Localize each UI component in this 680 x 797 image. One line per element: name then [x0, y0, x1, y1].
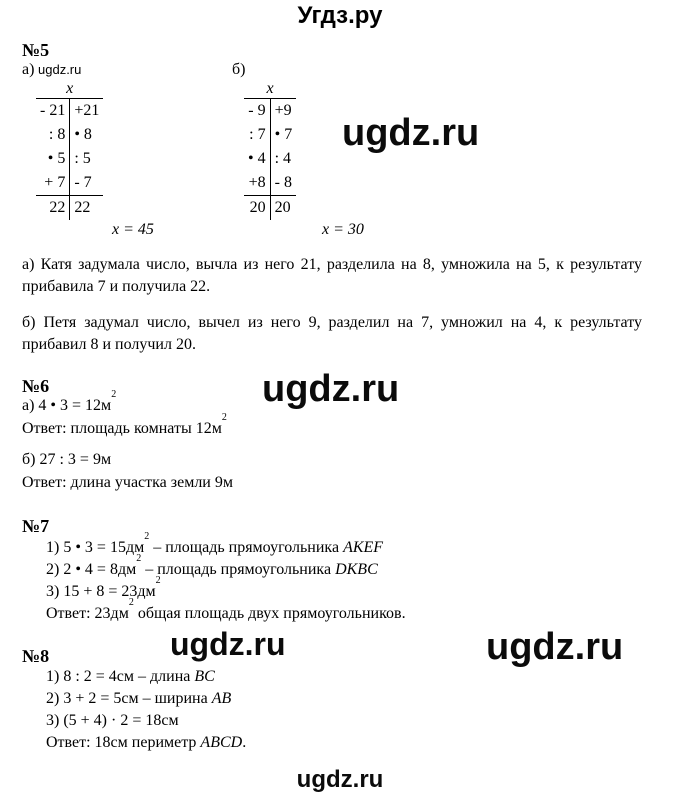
task8-line2	[46, 689, 231, 709]
task8-line4-text: Ответ: 18см периметр	[46, 734, 201, 751]
table-cell: - 8	[274, 174, 292, 191]
watermark: ugdz.ru	[296, 766, 384, 793]
table-cell: 22	[36, 196, 70, 221]
table-cell: • 5	[36, 147, 70, 171]
task6-line2	[22, 412, 227, 439]
task6-number: №6	[22, 376, 50, 396]
watermark: ugdz.ru	[262, 368, 400, 410]
task8-line2-italic: AB	[211, 690, 232, 707]
table-row	[244, 123, 296, 147]
task7-line2-text: 2) 2 • 4 = 8дм	[46, 561, 137, 578]
table-result-row	[244, 196, 296, 221]
table-result-row	[36, 196, 103, 221]
task6-line1-text: а) 4 • 3 = 12м	[22, 397, 112, 414]
task6-line3: б) 27 : 3 = 9м	[22, 451, 112, 468]
task6-line4: Ответ: длина участка земли 9м	[22, 474, 233, 491]
table-cell: - 21	[36, 99, 70, 124]
task5-paragraph-a: а) Катя задумала число, вычла из него 21, разделила на 8, умножила на 5, к результату прибавила 7 и получила 22.	[22, 256, 642, 295]
task8-line1	[46, 667, 215, 687]
table-cell: - 9	[244, 99, 270, 124]
task8-line3: 3) (5 + 4) · 2 = 18см	[46, 712, 179, 729]
task7-line1-italic: AKEF	[343, 539, 384, 556]
table-cell: : 7	[244, 123, 270, 147]
table-cell: • 4	[244, 147, 270, 171]
table-row	[244, 171, 296, 196]
table-row	[244, 99, 296, 124]
table-row	[36, 147, 103, 171]
task8-line2-text: 2) 3 + 2 = 5см – ширина	[46, 690, 212, 707]
table-row	[244, 147, 296, 171]
task5-a-small-watermark: ugdz.ru	[38, 62, 82, 77]
watermark: ugdz.ru	[170, 626, 286, 662]
watermark: ugdz.ru	[486, 626, 624, 668]
table-row	[36, 123, 103, 147]
task7-line1-desc: – площадь прямоугольника	[149, 539, 344, 556]
task7-line2-italic: DKBC	[335, 561, 378, 578]
superscript: 2	[136, 553, 142, 564]
site-title: Угдз.ру	[297, 2, 383, 29]
task8-line1-italic: BC	[194, 668, 215, 685]
superscript: 2	[144, 531, 150, 542]
task5-b-label: б)	[232, 61, 246, 78]
task7-line4	[46, 597, 406, 624]
task6-line2-text: Ответ: площадь комнаты 12м	[22, 420, 222, 437]
table-cell: +8	[244, 171, 270, 196]
task7-line2-desc: – площадь прямоугольника	[141, 561, 336, 578]
table-cell: +21	[74, 102, 100, 119]
table-cell: - 7	[74, 174, 92, 191]
task8-number: №8	[22, 646, 50, 666]
table-row	[36, 99, 103, 124]
table-cell: • 7	[274, 126, 293, 143]
task5-table-a	[36, 80, 103, 220]
table-b-header: x	[244, 80, 296, 99]
task8-line4-end: .	[242, 734, 247, 751]
table-cell: 22	[70, 196, 104, 221]
superscript: 2	[155, 575, 161, 586]
task5-answer-b: x = 30	[322, 221, 364, 238]
task5-table-b	[244, 80, 296, 220]
superscript: 2	[221, 412, 227, 423]
table-cell: + 7	[36, 171, 70, 196]
task6-line1	[22, 389, 117, 416]
task7-line4-desc: общая площадь двух прямоугольников.	[133, 605, 406, 622]
table-cell: 20	[270, 196, 296, 221]
task7-line4-text: Ответ: 23дм	[46, 605, 129, 622]
task7-line1	[46, 531, 384, 558]
superscript: 2	[128, 597, 134, 608]
table-a-header: x	[36, 80, 103, 99]
task7-line1-text: 1) 5 • 3 = 15дм	[46, 539, 145, 556]
task7-number: №7	[22, 516, 50, 536]
task5-a-label: а)	[22, 61, 35, 78]
task7-line2	[46, 553, 378, 580]
task8-line1-text: 1) 8 : 2 = 4см – длина	[46, 668, 195, 685]
task7-line3-text: 3) 15 + 8 = 23дм	[46, 583, 156, 600]
table-cell: : 8	[36, 123, 70, 147]
table-cell: : 4	[274, 150, 292, 167]
watermark: ugdz.ru	[342, 112, 480, 154]
table-cell: : 5	[74, 150, 91, 167]
table-row	[36, 171, 103, 196]
task8-line4	[46, 733, 246, 753]
task5-paragraph-b: б) Петя задумал число, вычел из него 9, разделил на 7, умножил на 4, к результату прибавил 8 и получил 20.	[22, 314, 642, 353]
task5-answer-a: x = 45	[112, 221, 154, 238]
superscript: 2	[111, 389, 117, 400]
task7-line3	[46, 575, 161, 602]
table-cell: • 8	[74, 126, 92, 143]
task8-line4-italic: ABCD	[200, 734, 243, 751]
task5-number: №5	[22, 40, 50, 60]
table-cell: +9	[274, 102, 292, 119]
table-cell: 20	[244, 196, 270, 221]
